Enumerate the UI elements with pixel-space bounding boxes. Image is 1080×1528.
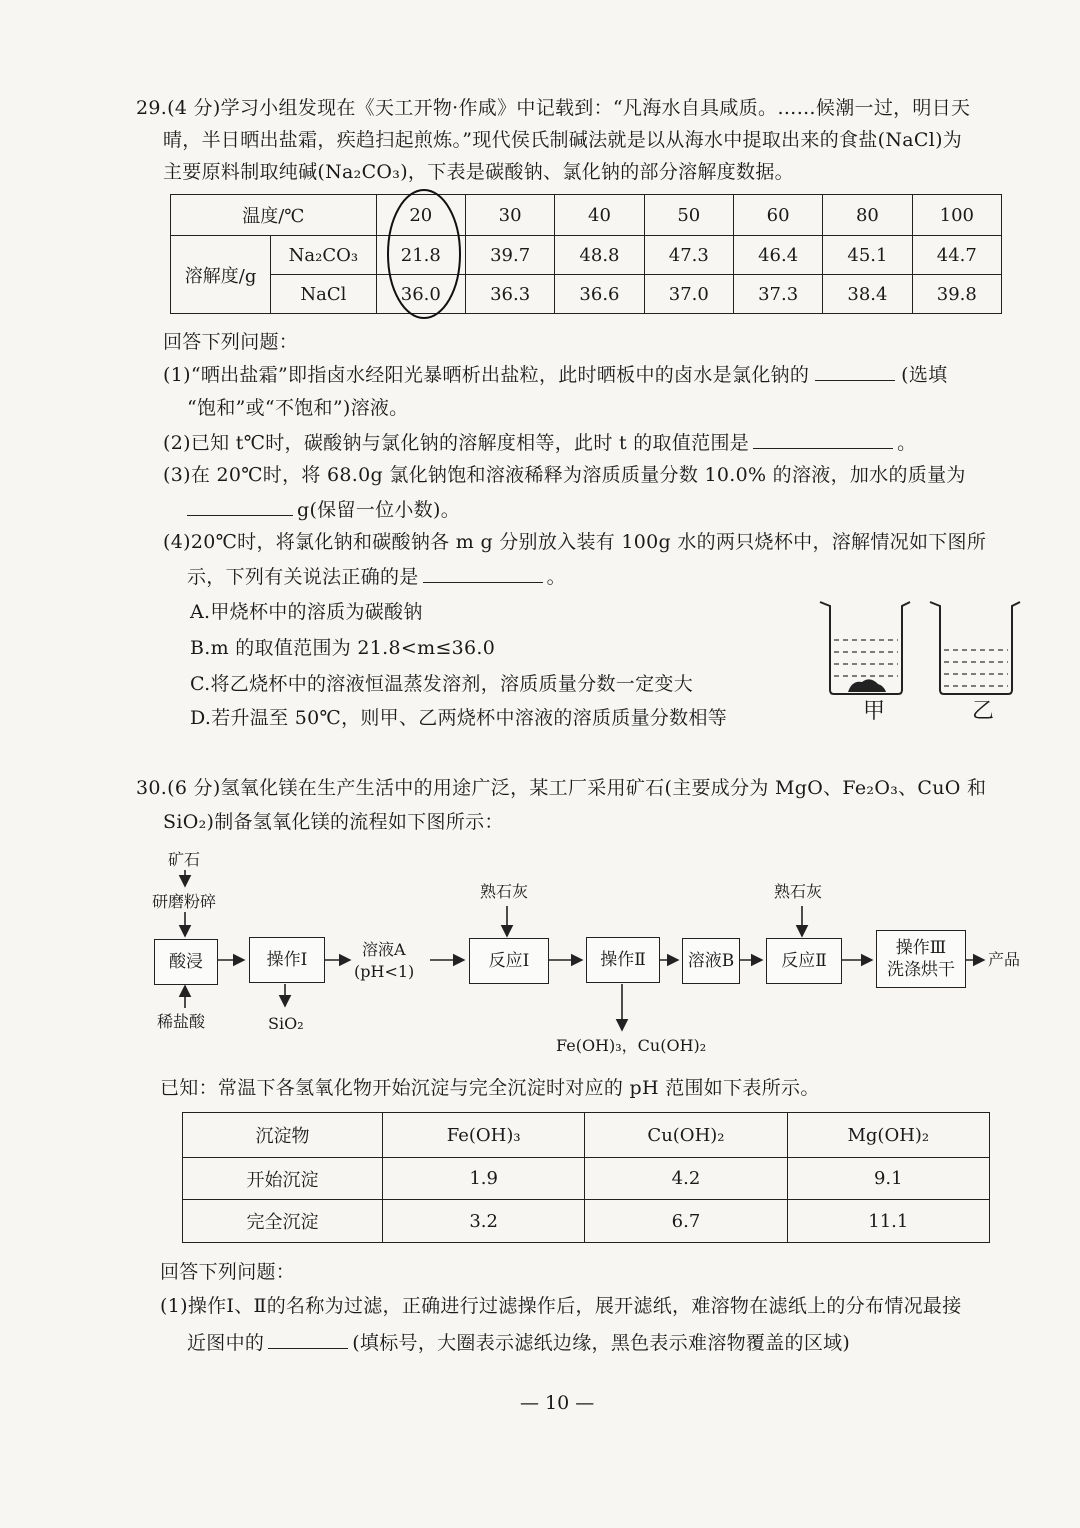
q29-part1 [163, 362, 947, 387]
q29-part1-text: (1)“晒出盐霜”即指卤水经阳光暴晒析出盐粒，此时晒板中的卤水是氯化钠的 [163, 364, 810, 386]
ph-header: Cu(OH)₂ [585, 1113, 787, 1158]
answer-blank[interactable] [187, 497, 293, 516]
value-cell: 21.8 [376, 236, 465, 275]
value-cell: 44.7 [912, 236, 1001, 275]
value-cell: 45.1 [823, 236, 912, 275]
answer-blank[interactable] [268, 1330, 348, 1349]
q30-known: 已知：常温下各氢氧化物开始沉淀与完全沉淀时对应的 pH 范围如下表所示。 [160, 1077, 820, 1099]
temp-header: 温度/℃ [171, 195, 377, 236]
q30-part1-cont [187, 1330, 850, 1355]
flow-ore: 矿石 [168, 850, 201, 869]
flow-precipitate: Fe(OH)₃，Cu(OH)₂ [556, 1036, 707, 1055]
q29-option-d: D.若升温至 50℃，则甲、乙两烧杯中溶液的溶质质量分数相等 [190, 707, 728, 729]
ph-cell: 1.9 [383, 1158, 585, 1200]
substance-name: Na₂CO₃ [271, 236, 377, 275]
value-cell: 38.4 [823, 275, 912, 314]
q29-part3-unit: g(保留一位小数)。 [297, 499, 460, 521]
flow-op1-box: 操作Ⅰ [249, 937, 325, 983]
ph-header: Mg(OH)₂ [787, 1113, 989, 1158]
q29-part1-cont: “饱和”或“不饱和”)溶液。 [187, 397, 409, 419]
temp-cell: 50 [644, 195, 733, 236]
q30-part1-hint: (填标号，大圈表示滤纸边缘，黑色表示难溶物覆盖的区域) [352, 1332, 851, 1354]
temp-cell: 60 [733, 195, 822, 236]
q29-stem-line1: 29.(4 分)学习小组发现在《天工开物·作咸》中记载到：“凡海水自具咸质。……候潮一过，明日天 [136, 97, 971, 119]
flow-op3-line1: 操作Ⅲ [895, 938, 947, 958]
flow-grind: 研磨粉碎 [152, 892, 217, 911]
value-cell: 36.0 [376, 275, 465, 314]
ph-header: 沉淀物 [183, 1113, 383, 1158]
q29-stem-line3: 主要原料制取纯碱(Na₂CO₃)，下表是碳酸钠、氯化钠的部分溶解度数据。 [163, 161, 794, 183]
value-cell: 46.4 [733, 236, 822, 275]
flow-react1-box: 反应Ⅰ [469, 938, 549, 984]
value-cell: 47.3 [644, 236, 733, 275]
ph-cell: 9.1 [787, 1158, 989, 1200]
ph-row-label: 完全沉淀 [183, 1200, 383, 1243]
ph-table [182, 1112, 990, 1243]
q29-part4: (4)20℃时，将氯化钠和碳酸钠各 m g 分别放入装有 100g 水的两只烧杯中，溶解情况如下图所 [163, 531, 987, 553]
flow-product: 产品 [988, 950, 1021, 969]
flow-solution-a-ph: (pH<1) [354, 962, 415, 981]
value-cell: 39.8 [912, 275, 1001, 314]
flow-op2-box: 操作Ⅱ [586, 937, 660, 983]
punct: 。 [897, 432, 917, 454]
ph-cell: 11.1 [787, 1200, 989, 1243]
flow-solution-a: 溶液A [362, 940, 406, 959]
answer-blank[interactable] [753, 430, 893, 449]
value-cell: 36.6 [555, 275, 644, 314]
q29-part2-text: (2)已知 t℃时，碳酸钠与氯化钠的溶解度相等，此时 t 的取值范围是 [163, 432, 750, 454]
answer-blank[interactable] [815, 362, 895, 381]
undissolved-solid [848, 679, 886, 692]
ph-cell: 6.7 [585, 1200, 787, 1243]
beaker-label-jia: 甲 [863, 699, 886, 724]
solubility-label: 溶解度/g [171, 236, 271, 314]
value-cell: 48.8 [555, 236, 644, 275]
q29-option-a: A.甲烧杯中的溶质为碳酸钠 [190, 601, 423, 623]
substance-name: NaCl [271, 275, 377, 314]
flow-react2-box: 反应Ⅱ [766, 938, 842, 984]
flow-dilute-hcl: 稀盐酸 [157, 1012, 206, 1031]
ph-cell: 4.2 [585, 1158, 787, 1200]
q29-part2 [163, 430, 916, 455]
temp-cell: 30 [465, 195, 554, 236]
q30-stem-line1: 30.(6 分)氢氧化镁在生产生活中的用途广泛，某工厂采用矿石(主要成分为 MgO、Fe₂O₃、CuO 和 [136, 777, 987, 799]
answer-blank[interactable] [423, 564, 543, 583]
flow-acid-leach-box: 酸浸 [154, 939, 218, 985]
q29-part3: (3)在 20℃时，将 68.0g 氯化钠饱和溶液稀释为溶质质量分数 10.0% 的溶液，加水的质量为 [163, 464, 966, 486]
q29-stem-line2: 晴，半日晒出盐霜，疾趋扫起煎炼。”现代侯氏制碱法就是以从海水中提取出来的食盐(NaCl)为 [163, 129, 963, 151]
ph-cell: 3.2 [383, 1200, 585, 1243]
beaker-label-yi: 乙 [972, 699, 995, 724]
beaker-jia [820, 602, 910, 694]
q29-part4-cont [187, 564, 566, 589]
q29-part3-cont [187, 497, 460, 522]
q30-part1-text: 近图中的 [187, 1332, 265, 1354]
q29-option-c: C.将乙烧杯中的溶液恒温蒸发溶剂，溶质质量分数一定变大 [190, 673, 694, 695]
flow-op3-box [876, 930, 966, 988]
temp-cell: 40 [555, 195, 644, 236]
q29-part4-text: 示，下列有关说法正确的是 [187, 566, 419, 588]
value-cell: 36.3 [465, 275, 554, 314]
flow-lime2: 熟石灰 [774, 882, 823, 901]
page-number: — 10 — [520, 1392, 595, 1414]
flow-sio2: SiO₂ [268, 1014, 304, 1033]
q29-part1-hint: (选填 [901, 364, 948, 386]
flow-lime1: 熟石灰 [480, 882, 529, 901]
flow-solution-b-box: 溶液B [682, 938, 740, 984]
temp-cell: 100 [912, 195, 1001, 236]
q29-answer-prompt: 回答下列问题： [163, 331, 299, 353]
temp-cell: 80 [823, 195, 912, 236]
ph-row-label: 开始沉淀 [183, 1158, 383, 1200]
temp-cell: 20 [376, 195, 465, 236]
solubility-table [170, 194, 1002, 314]
flow-op3-line2: 洗涤烘干 [887, 960, 955, 980]
q30-stem-line2: SiO₂)制备氢氧化镁的流程如下图所示： [163, 811, 504, 833]
q30-part1: (1)操作Ⅰ、Ⅱ的名称为过滤，正确进行过滤操作后，展开滤纸，难溶物在滤纸上的分布情况最接 [160, 1295, 962, 1317]
q30-answer-prompt: 回答下列问题： [160, 1261, 296, 1283]
value-cell: 37.0 [644, 275, 733, 314]
punct: 。 [546, 566, 566, 588]
beaker-yi [930, 602, 1020, 694]
q29-option-b: B.m 的取值范围为 21.8<m≤36.0 [190, 637, 496, 659]
ph-header: Fe(OH)₃ [383, 1113, 585, 1158]
value-cell: 37.3 [733, 275, 822, 314]
value-cell: 39.7 [465, 236, 554, 275]
